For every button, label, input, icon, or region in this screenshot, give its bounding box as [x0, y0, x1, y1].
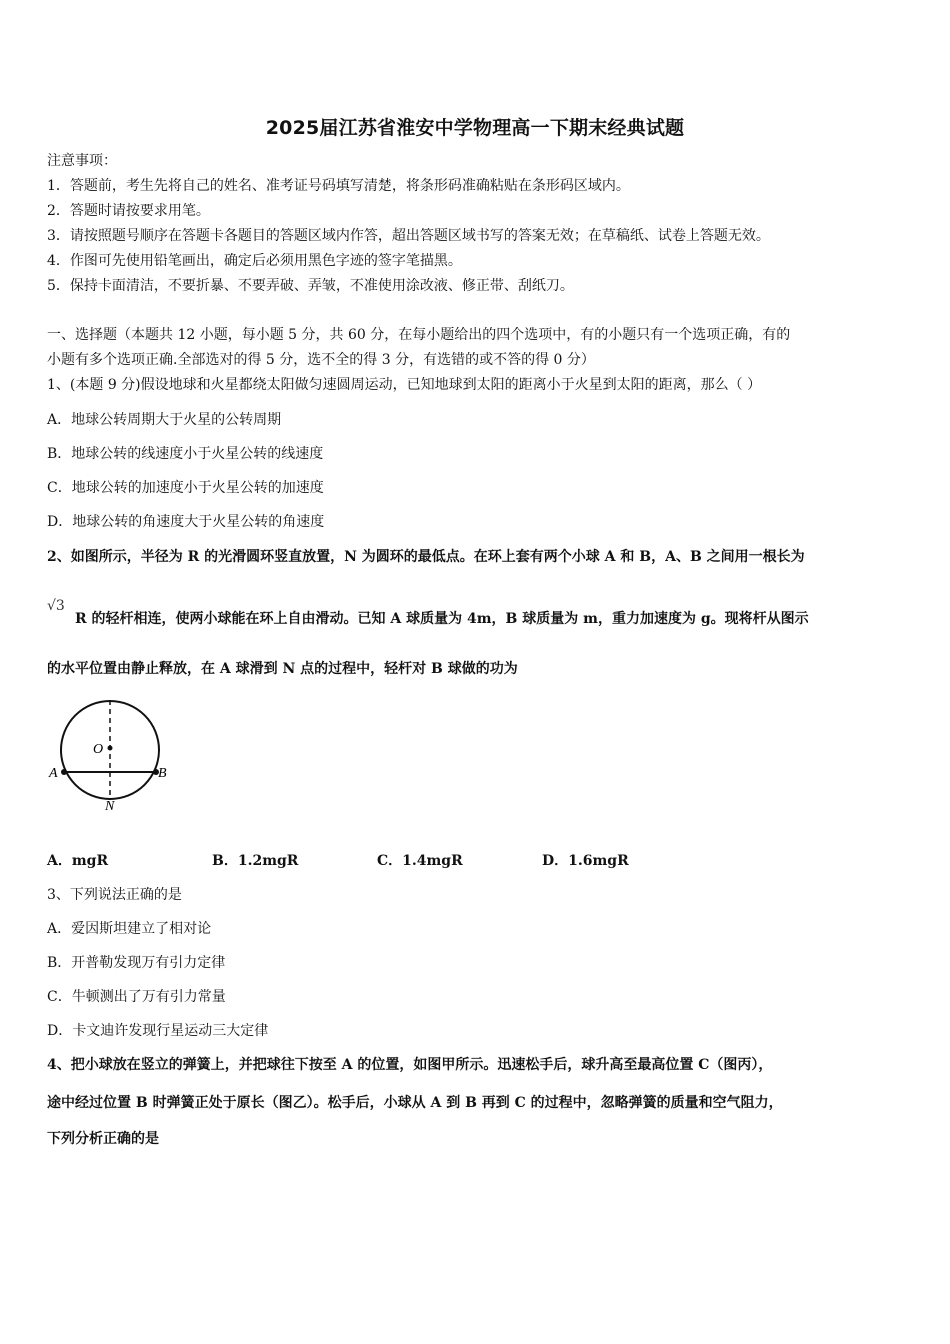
notice-item-1: 1．答题前，考生先将自己的姓名、准考证号码填写清楚，将条形码准确粘贴在条形码区域内。	[47, 178, 630, 194]
question-3-option-d: D．卡文迪许发现行星运动三大定律	[47, 1023, 269, 1039]
question-2-stem-line2: R 的轻杆相连，使两小球能在环上自由滑动。已知 A 球质量为 4m，B 球质量为 m，重力加速度为 g。现将杆从图示	[75, 611, 809, 627]
question-1-option-a: A．地球公转周期大于火星的公转周期	[47, 412, 282, 428]
label-b: B	[158, 766, 167, 781]
question-2-stem-line1: 2、如图所示，半径为 R 的光滑圆环竖直放置，N 为圆环的最低点。在环上套有两个小球 A 和 B，A、B 之间用一根长为	[47, 549, 805, 565]
question-3-option-c: C．牛顿测出了万有引力常量	[47, 989, 226, 1005]
notice-item-5: 5．保持卡面清洁，不要折暴、不要弄破、弄皱，不准使用涂改液、修正带、刮纸刀。	[47, 278, 574, 294]
notice-item-3: 3．请按照题号顺序在答题卡各题目的答题区域内作答，超出答题区域书写的答案无效；在草稿纸、试卷上答题无效。	[47, 228, 770, 244]
notice-item-2: 2．答题时请按要求用笔。	[47, 203, 210, 219]
question-2-option-d: D．1.6mgR	[542, 853, 629, 869]
question-3-stem: 3、下列说法正确的是	[47, 887, 182, 903]
question-4-stem-line3: 下列分析正确的是	[47, 1131, 159, 1147]
question-3-option-a: A．爱因斯坦建立了相对论	[47, 921, 212, 937]
page-title: 2025届江苏省淮安中学物理高一下期末经典试题	[265, 117, 685, 139]
section-heading-line1: 一、选择题（本题共 12 小题，每小题 5 分，共 60 分，在每小题给出的四个选项中，有的小题只有一个选项正确，有的	[47, 327, 791, 343]
notice-item-4: 4．作图可先使用铅笔画出，确定后必须用黑色字迹的签字笔描黑。	[47, 253, 462, 269]
question-1-option-d: D．地球公转的角速度大于火星公转的角速度	[47, 514, 325, 530]
question-1-option-b: B．地球公转的线速度小于火星公转的线速度	[47, 446, 324, 462]
question-2-option-c: C．1.4mgR	[377, 853, 463, 869]
question-2-stem-line3: 的水平位置由静止释放，在 A 球滑到 N 点的过程中，轻杆对 B 球做的功为	[47, 661, 518, 677]
notice-heading: 注意事项：	[47, 153, 117, 169]
ball-a	[61, 769, 67, 775]
label-o: O	[93, 742, 104, 757]
question-4-stem-line2: 途中经过位置 B 时弹簧正处于原长（图乙）。松手后，小球从 A 到 B 再到 C 的过程中，忽略弹簧的质量和空气阻力，	[47, 1095, 783, 1111]
center-point	[108, 746, 113, 751]
question-3-option-b: B．开普勒发现万有引力定律	[47, 955, 226, 971]
question-4-stem-line1: 4、把小球放在竖立的弹簧上，并把球往下按至 A 的位置，如图甲所示。迅速松手后，球升高至最高位置 C（图丙），	[47, 1057, 773, 1073]
circle-ring-figure	[45, 700, 185, 819]
question-2-option-b: B．1.2mgR	[212, 853, 299, 869]
question-2-option-a: A．mgR	[47, 853, 109, 869]
section-heading-line2: 小题有多个选项正确.全部选对的得 5 分，选不全的得 3 分，有选错的或不答的得 0 分）	[47, 352, 595, 368]
label-n: N	[105, 799, 115, 814]
label-a: A	[49, 766, 58, 781]
question-1-stem: 1、(本题 9 分)假设地球和火星都绕太阳做匀速圆周运动，已知地球到太阳的距离小于火星到太阳的距离，那么（ ）	[47, 377, 762, 393]
sqrt-three: √3	[47, 598, 65, 614]
question-1-option-c: C．地球公转的加速度小于火星公转的加速度	[47, 480, 324, 496]
